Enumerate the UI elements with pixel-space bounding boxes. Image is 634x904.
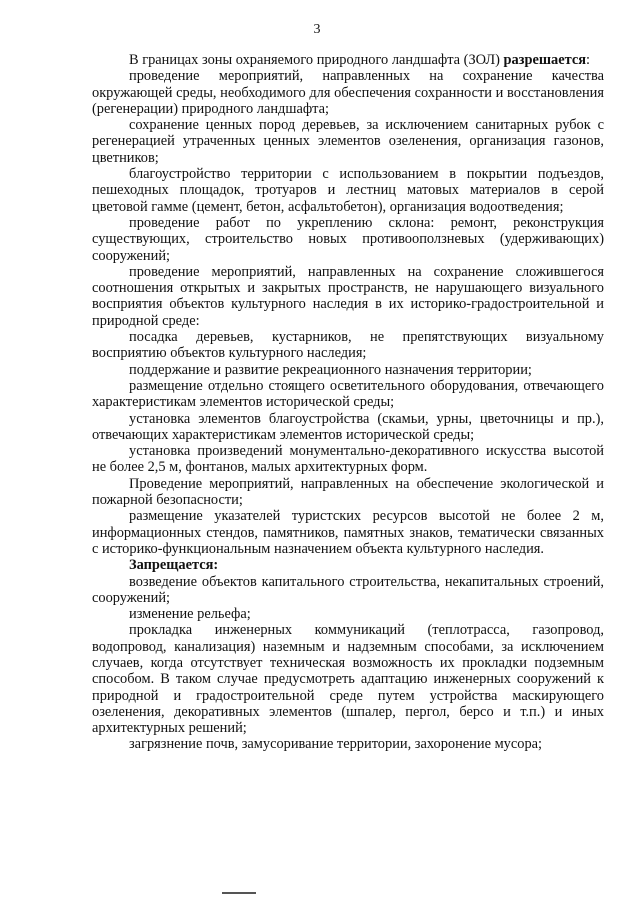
allowed-item: проведение мероприятий, направленных на сохранение сложившегося соотношения открытых и закрытых пространств, не нарушающего визуального восприятия объектов культурного наследия в их историко-градостроительной и природной среде: [92,263,604,329]
intro-text: В границах зоны охраняемого природного ландшафта (ЗОЛ) [129,52,504,68]
allowed-item: поддержание и развитие рекреационного назначения территории; [129,361,532,378]
allowed-item: сохранение ценных пород деревьев, за исключением санитарных рубок с регенерацией утраченных ценных элементов озеленения, организация газонов, цветников; [92,117,604,166]
allowed-item: размещение отдельно стоящего осветительного оборудования, отвечающего характеристикам элементов исторической среды; [92,377,604,411]
prohibited-item: возведение объектов капитального строительства, некапитальных строений, сооружений; [92,573,604,606]
intro-colon: : [586,52,591,68]
allowed-item: проведение работ по укреплению склона: ремонт, реконструкция существующих, строительство новых противооползневых (удерживающих) сооружений; [92,214,604,264]
allowed-item: размещение указателей туристских ресурсов высотой не более 2 м, информационных стендов, памятников, памятных знаков, тематически связанных с историко-функциональным назначением объекта культурного наследия. [92,508,604,557]
prohibited-heading: Запрещается: [129,557,219,574]
allowed-item: проведение мероприятий, направленных на сохранение качества окружающей среды, необходимого для обеспечения сохранности и восстановления (регенерации) природного ландшафта; [92,68,604,117]
prohibited-item: загрязнение почв, замусоривание территории, захоронение мусора; [129,736,543,753]
prohibited-item: прокладка инженерных коммуникаций (теплотрасса, газопровод, водопровод, канализация) наземным и надземным способами, за исключением случаев, когда отсутствует техническая возможность их прокладки подземным способом. В таком случае предусмотреть адаптацию инженерных сооружений к природной и градостроительной среде путем устройства маскирующего озеленения, декоративных элементов (шпалер, пергол, берсо и т.п.) и иных архитектурных решений; [92,622,604,737]
allowed-item: посадка деревьев, кустарников, не препятствующих визуальному восприятию объектов культурного наследия; [92,329,604,362]
page-number: 3 [313,22,321,37]
prohibited-item: изменение рельефа; [129,606,251,623]
document-body [92,52,604,753]
footer-rule [222,892,256,894]
allowed-item: благоустройство территории с использованием в покрытии подъездов, пешеходных площадок, тротуаров и лестниц матовых материалов в серой цветовой гамме (цемент, бетон, асфальтобетон), организация водоотведения; [92,166,604,215]
intro-paragraph [92,52,604,68]
allowed-item: установка элементов благоустройства (скамьи, урны, цветочницы и пр.), отвечающих характеристикам элементов исторической среды; [92,410,604,443]
allowed-item: Проведение мероприятий, направленных на обеспечение экологической и пожарной безопасности; [92,475,604,509]
allowed-keyword: разрешается [503,52,587,68]
allowed-item: установка произведений монументально-декоративного искусства высотой не более 2,5 м, фонтанов, малых архитектурных форм. [92,443,604,476]
